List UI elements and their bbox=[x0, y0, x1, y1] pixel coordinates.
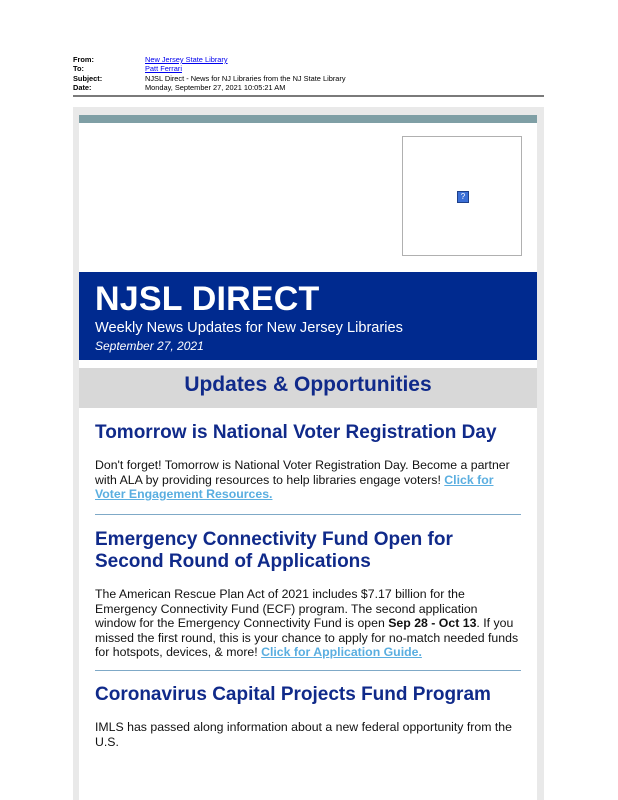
article-body bbox=[95, 458, 521, 502]
article-ecf bbox=[95, 529, 521, 660]
subject-row bbox=[73, 74, 346, 83]
article-heading: Tomorrow is National Voter Registration Day bbox=[95, 422, 497, 443]
broken-image-icon: ? bbox=[457, 191, 469, 203]
logo-image-placeholder bbox=[402, 136, 522, 256]
article-heading: Emergency Connectivity Fund Open for Second Round of Applications bbox=[95, 529, 453, 572]
article-text: The American Rescue Plan Act of 2021 includes $7.17 billion for the Emergency Connectivity Fund (ECF) program. The second application window for the Emergency Connectivity Fund is open bbox=[95, 587, 478, 630]
masthead-title: NJSL DIRECT bbox=[95, 280, 320, 318]
date-label: Date: bbox=[73, 82, 92, 92]
article-capital-projects bbox=[95, 684, 521, 749]
masthead-banner bbox=[79, 272, 537, 360]
article-body: IMLS has passed along information about a new federal opportunity from the U.S. bbox=[95, 720, 512, 749]
subject-value: NJSL Direct - News for NJ Libraries from the NJ State Library bbox=[145, 73, 346, 83]
article-divider bbox=[95, 514, 521, 515]
section-title: Updates & Opportunities bbox=[184, 373, 432, 396]
article-voter-day bbox=[95, 422, 521, 502]
masthead-date: September 27, 2021 bbox=[95, 339, 204, 353]
date-row bbox=[73, 83, 346, 92]
from-row bbox=[73, 55, 346, 64]
from-label: From: bbox=[73, 55, 94, 64]
subject-label: Subject: bbox=[73, 73, 103, 83]
section-header bbox=[79, 368, 537, 408]
to-row bbox=[73, 64, 346, 73]
to-link[interactable]: Patt Ferrari bbox=[145, 64, 182, 74]
date-value: Monday, September 27, 2021 10:05:21 AM bbox=[145, 82, 286, 92]
article-heading: Coronavirus Capital Projects Fund Program bbox=[95, 684, 491, 705]
top-accent-bar bbox=[79, 115, 537, 123]
article-date-range: Sep 28 - Oct 13 bbox=[388, 616, 477, 630]
from-link[interactable]: New Jersey State Library bbox=[145, 55, 228, 64]
voter-resources-link[interactable]: Click for Voter Engagement Resources. bbox=[95, 472, 494, 501]
header-divider bbox=[73, 95, 544, 97]
newsletter-body bbox=[79, 115, 537, 800]
application-guide-link[interactable]: Click for Application Guide. bbox=[261, 645, 422, 659]
article-body bbox=[95, 587, 521, 660]
email-header bbox=[73, 55, 346, 92]
article-text-cont: . If you missed the first round, this is your chance to apply for no-match needed funds for hotspots, devices, & more! bbox=[95, 616, 519, 659]
article-text: Don't forget! Tomorrow is National Voter Registration Day. Become a partner with ALA by providing resources to help libraries engage voters! bbox=[95, 458, 510, 487]
article-divider bbox=[95, 670, 521, 671]
masthead-subtitle: Weekly News Updates for New Jersey Libraries bbox=[95, 320, 403, 336]
to-label: To: bbox=[73, 64, 84, 74]
